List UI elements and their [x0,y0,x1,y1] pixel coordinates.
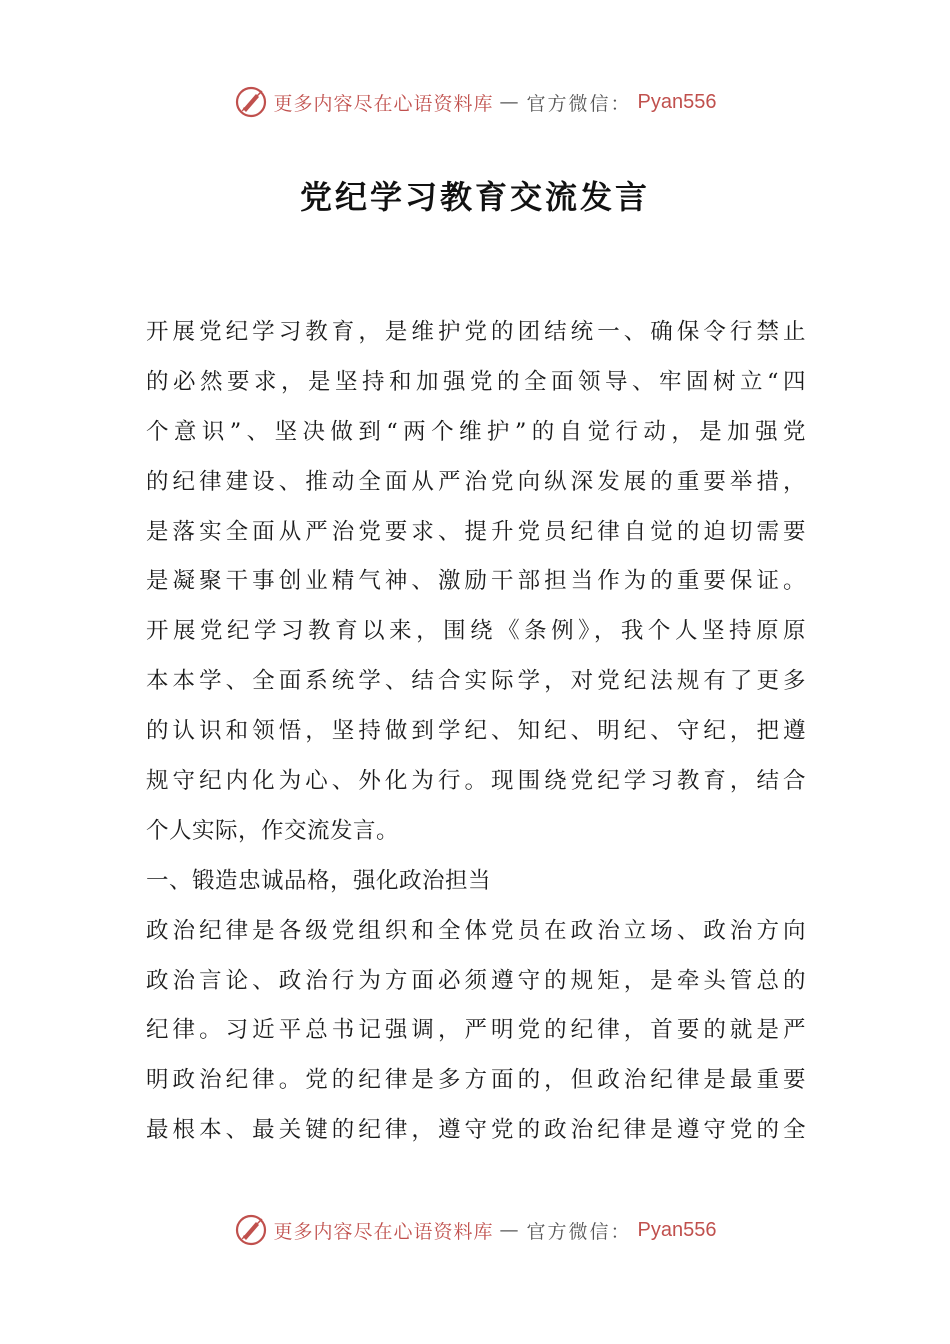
text-line: 本本学、全面系统学、结合实际学，对党纪法规有了更多 [146,668,806,695]
quill-logo-icon [234,85,268,119]
promo-text: 更多内容尽在心语资料库 [273,92,494,115]
wechat-id: Pyan556 [637,1218,717,1241]
wechat-label: 官方微信： [526,1220,632,1243]
document-title: 党纪学习教育交流发言 [299,178,650,216]
text-line: 是落实全面从严治党要求、提升党员纪律自觉的迫切需要 [146,518,806,545]
text-line: 开展党纪学习教育，是维护党的团结统一、确保令行禁止 [146,319,806,345]
text-line: 规守纪内化为心、外化为行。现围绕党纪学习教育，结合 [146,768,806,795]
text-line: 的必然要求，是坚持和加强党的全面领导、牢固树立“四 [146,368,806,395]
text-line: 政治言论、政治行为方面必须遵守的规矩，是牵头管总的 [146,967,806,994]
text-line: 个人实际，作交流发言。 [146,817,400,844]
quill-logo-icon [234,1213,268,1247]
footer-banner [0,1210,950,1250]
document-body [146,308,806,1156]
text-line: 纪律。习近平总书记强调，严明党的纪律，首要的就是严 [146,1017,806,1044]
text-line: 明政治纪律。党的纪律是多方面的，但政治纪律是最重要 [146,1067,806,1094]
banner-separator: — [499,91,521,113]
text-line: 政治纪律是各级党组织和全体党员在政治立场、政治方向 [146,917,806,944]
text-line: 开展党纪学习教育以来，围绕《条例》，我个人坚持原原 [146,618,806,645]
header-banner [0,82,950,122]
banner-separator: — [499,1219,521,1241]
wechat-id: Pyan556 [637,90,717,113]
section-heading: 一、锻造忠诚品格，强化政治担当 [146,867,492,894]
text-line: 最根本、最关键的纪律，遵守党的政治纪律是遵守党的全 [146,1117,806,1144]
text-line: 是凝聚干事创业精气神、激励干部担当作为的重要保证。 [146,568,806,595]
wechat-label: 官方微信： [526,92,632,115]
text-line: 的纪律建设、推动全面从严治党向纵深发展的重要举措， [146,468,806,495]
text-line: 个意识”、坚决做到“两个维护”的自觉行动，是加强党 [146,418,806,445]
promo-text: 更多内容尽在心语资料库 [273,1220,494,1243]
text-line: 的认识和领悟，坚持做到学纪、知纪、明纪、守纪，把遵 [146,718,806,745]
